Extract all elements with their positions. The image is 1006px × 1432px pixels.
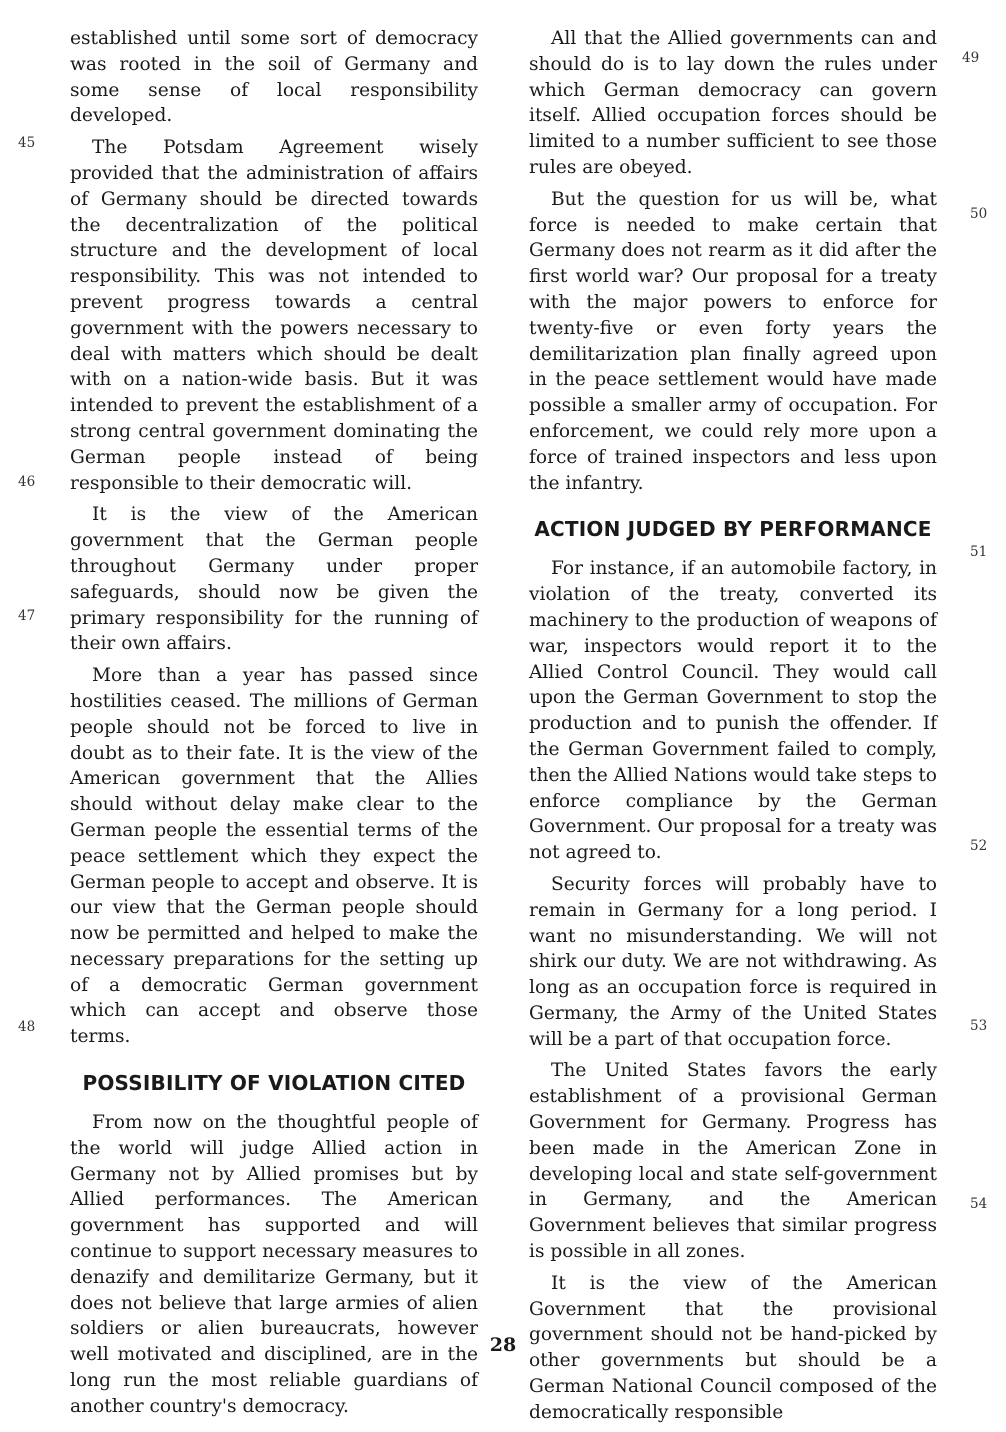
right-paragraph-1: All that the Allied governments can and should do is to lay down the rules under which German democracy can govern itself. Allied occupation forces should be limited to a number sufficient to see those rules are obeyed. [529, 28, 937, 178]
section-heading-violation: POSSIBILITY OF VIOLATION CITED [82, 1071, 466, 1096]
left-column [70, 26, 478, 1426]
right-paragraph-2: But the question for us will be, what force is needed to make certain that Germany does not rearm as it did after the first world war? Our proposal for a treaty with the major powers to enforce for twenty-five or even forty years the demilitarization plan finally agreed upon in the peace settlement would have made possible a smaller army of occupation. For enforcement, we could rely more upon a force of trained inspectors and less upon the infantry. [529, 188, 937, 494]
section-heading-performance: ACTION JUDGED BY PERFORMANCE [534, 517, 932, 542]
right-paragraph-6: It is the view of the American Government that the provisional government should not be hand-picked by other governments but should be a German National Council composed of the democratically responsible [529, 1272, 937, 1423]
paragraph-marker-51: 51 [970, 544, 988, 560]
right-paragraph-3: For instance, if an automobile factory, in violation of the treaty, converted its machinery to the production of weapons of war, inspectors would report it to the Allied Control Council. They would call upon the German Government to stop the production and to punish the offender. If the German Government failed to comply, then the Allied Nations would take steps to enforce compliance by the German Government. Our proposal for a treaty was not agreed to. [529, 558, 937, 864]
left-paragraph-1: established until some sort of democracy was rooted in the soil of Germany and some sense of local responsibility developed. [70, 28, 478, 127]
paragraph-marker-52: 52 [970, 838, 988, 854]
left-paragraph-2: The Potsdam Agreement wisely provided that the administration of affairs of Germany should be directed towards the decentralization of the political structure and the development of local responsibility. This was not intended to prevent progress towards a central government with the powers necessary to deal with matters which should be dealt with on a nation-wide basis. But it was intended to prevent the establishment of a strong central government dominating the German people instead of being responsible to their democratic will. [70, 137, 478, 494]
paragraph-marker-50: 50 [970, 206, 988, 222]
paragraph-marker-54: 54 [970, 1196, 988, 1212]
paragraph-marker-53: 53 [970, 1018, 988, 1034]
page-number: 28 [489, 1334, 517, 1356]
left-paragraph-4: More than a year has passed since hostilities ceased. The millions of German people should not be forced to live in doubt as to their fate. It is the view of the American government that the Allies should without delay make clear to the German people the essential terms of the peace settlement which they expect the German people to accept and observe. It is our view that the German people should now be permitted and helped to make the necessary preparations for the setting up of a democratic German government which can accept and observe those terms. [70, 665, 478, 1048]
right-paragraph-4: Security forces will probably have to remain in Germany for a long period. I want no misunderstanding. We will not shirk our duty. We are not withdrawing. As long as an occupation force is required in Germany, the Army of the United States will be a part of that occupation force. [529, 873, 937, 1050]
left-paragraph-3: It is the view of the American government that the German people throughout Germany under proper safeguards, should now be given the primary responsibility for the running of their own affairs. [70, 504, 478, 655]
right-paragraph-5: The United States favors the early establishment of a provisional German Government for Germany. Progress has been made in the American Zone in developing local and state self-government in Germany, and the American Government believes that similar progress is possible in all zones. [529, 1060, 937, 1263]
paragraph-marker-49: 49 [962, 50, 980, 66]
paragraph-marker-45: 45 [18, 135, 36, 151]
right-column [529, 26, 937, 1432]
left-paragraph-5: From now on the thoughtful people of the world will judge Allied action in Germany not by Allied promises but by Allied performances. The American government has supported and will continue to support necessary measures to denazify and demilitarize Germany, but it does not believe that large armies of alien soldiers or alien bureaucrats, however well motivated and disciplined, are in the long run the most reliable guardians of another country's democracy. [70, 1112, 478, 1417]
paragraph-marker-47: 47 [18, 608, 36, 624]
paragraph-marker-46: 46 [18, 474, 36, 490]
paragraph-marker-48: 48 [18, 1019, 36, 1035]
